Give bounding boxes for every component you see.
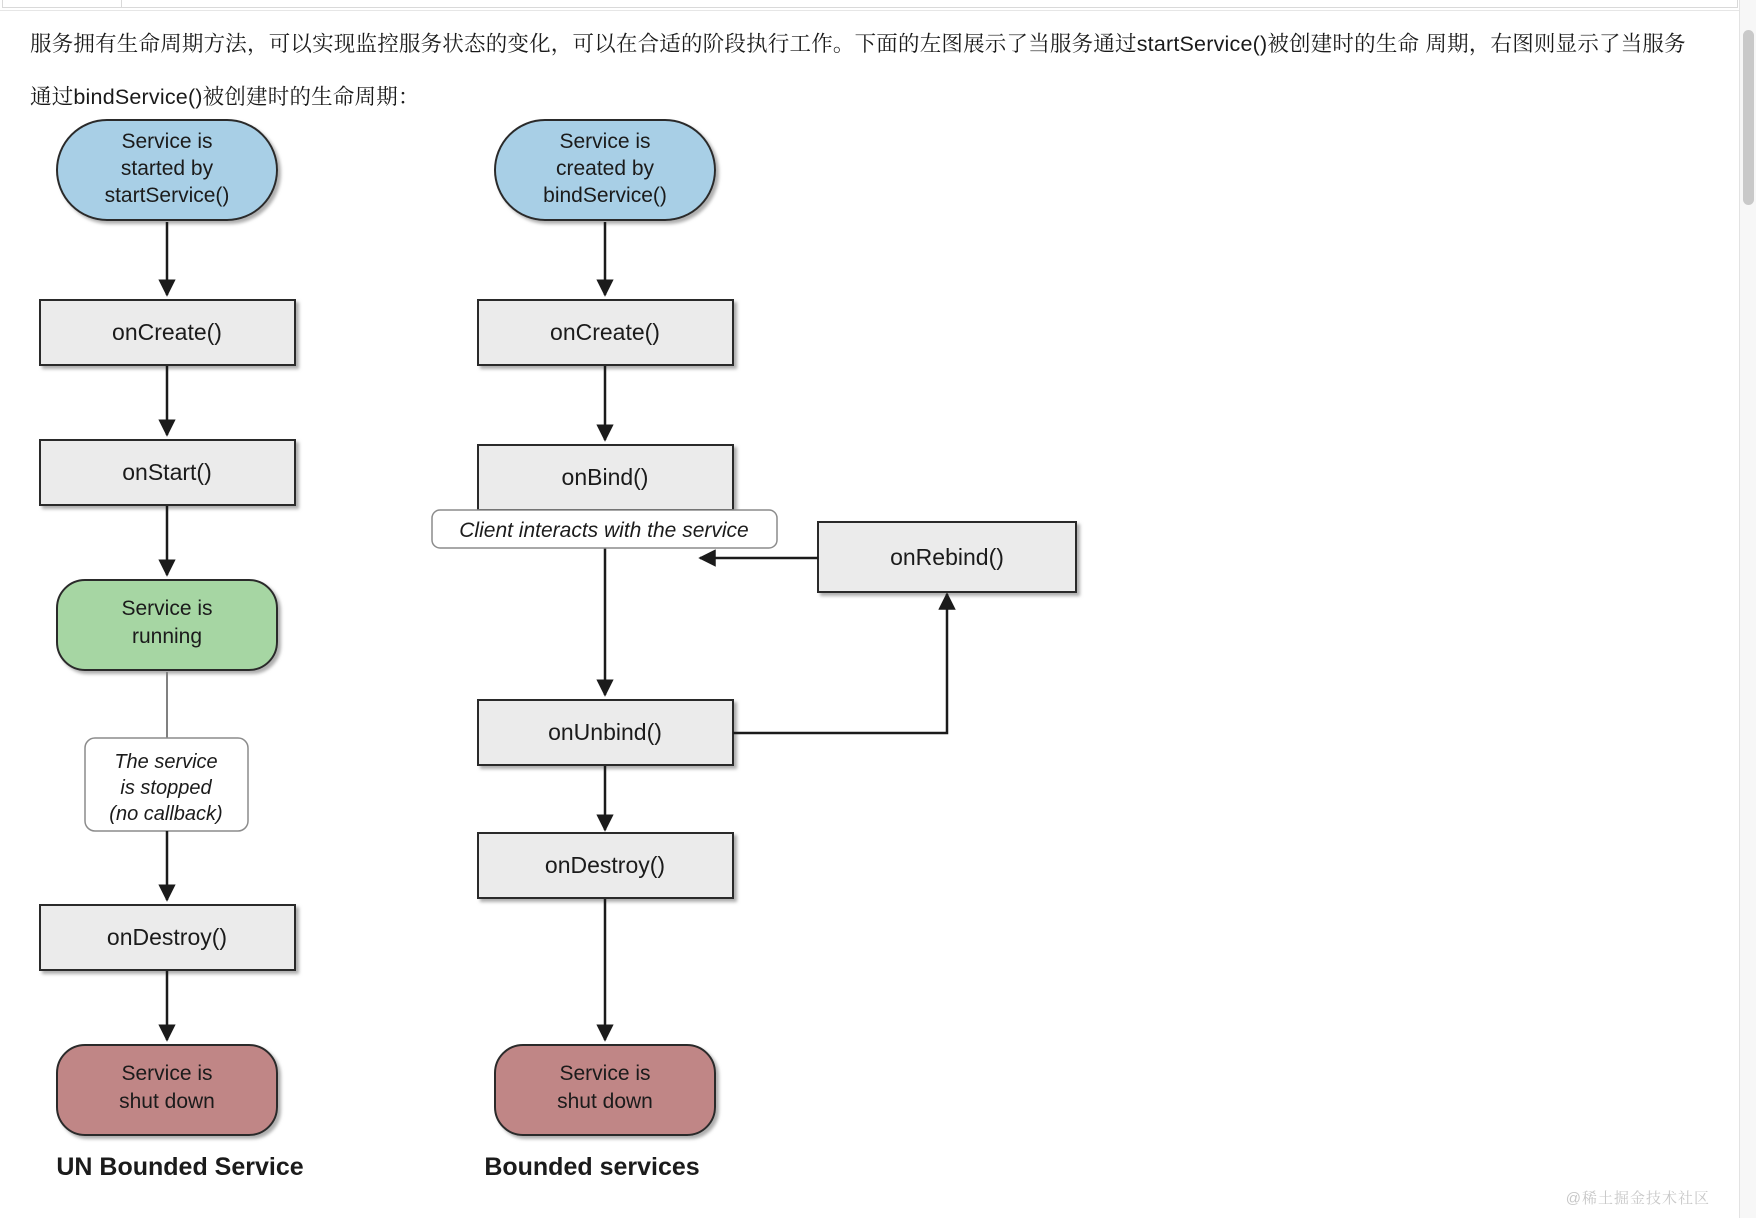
bounded-onrebind-label: onRebind() xyxy=(890,544,1004,570)
bounded-start-line-1: Service is xyxy=(559,130,651,153)
bounded-onbind-label: onBind() xyxy=(561,464,649,490)
table-edge-above xyxy=(0,0,1740,11)
arrow-onunbind-to-onrebind xyxy=(733,594,947,733)
unbounded-running-node xyxy=(57,580,277,670)
bounded-caption: Bounded services xyxy=(484,1153,700,1181)
unbounded-ondestroy-node xyxy=(40,905,295,970)
paragraph-line-2: 周期，右图则显示了当服务通过bindService()被创建时的生命周期： xyxy=(30,32,1686,109)
note-line-3: (no callback) xyxy=(109,803,223,825)
vertical-scrollbar[interactable] xyxy=(1739,0,1756,1218)
bounded-shutdown-node xyxy=(495,1045,715,1135)
bounded-client-note xyxy=(432,510,777,548)
bounded-onrebind-node xyxy=(818,522,1076,592)
note-line-1: The service xyxy=(114,751,218,773)
unbounded-onstart-label: onStart() xyxy=(122,459,212,485)
bounded-start-node xyxy=(495,120,715,220)
note-line-2: is stopped xyxy=(120,777,212,799)
service-lifecycle-diagram xyxy=(0,110,1740,1210)
unbounded-onstart-node xyxy=(40,440,295,505)
bounded-ondestroy-node xyxy=(478,833,733,898)
bounded-ondestroy-label: onDestroy() xyxy=(544,852,666,878)
unbounded-start-line-3: startService() xyxy=(104,184,230,207)
unbounded-oncreate-node xyxy=(40,300,295,365)
unbounded-shutdown-line-2: shut down xyxy=(119,1090,215,1113)
scrollbar-thumb[interactable] xyxy=(1743,30,1754,205)
unbounded-oncreate-label: onCreate() xyxy=(112,319,222,345)
bounded-oncreate-label: onCreate() xyxy=(550,319,660,345)
bounded-shutdown-line-1: Service is xyxy=(559,1062,651,1085)
watermark-label: @稀土掘金技术社区 xyxy=(1565,1190,1710,1207)
bounded-onbind-node xyxy=(478,445,733,510)
bounded-onunbind-label: onUnbind() xyxy=(548,719,662,745)
unbounded-ondestroy-label: onDestroy() xyxy=(106,924,228,950)
client-note-label: Client interacts with the service xyxy=(459,519,749,542)
article-paragraph xyxy=(30,18,1690,124)
unbounded-start-line-2: started by xyxy=(120,157,214,180)
paragraph-line-1: 服务拥有生命周期方法，可以实现监控服务状态的变化，可以在合适的阶段执行工作。下面的左图展示了当服务通过startService()被创建时的生命 xyxy=(30,32,1420,56)
unbounded-shutdown-node xyxy=(57,1045,277,1135)
unbounded-running-line-2: running xyxy=(131,625,203,648)
bounded-oncreate-node xyxy=(478,300,733,365)
unbounded-start-node xyxy=(57,120,277,220)
unbounded-stopped-note xyxy=(85,738,248,831)
bounded-shutdown-line-2: shut down xyxy=(557,1090,653,1113)
unbounded-running-line-1: Service is xyxy=(121,597,213,620)
bounded-start-line-2: created by xyxy=(555,157,655,180)
unbounded-shutdown-line-1: Service is xyxy=(121,1062,213,1085)
unbounded-start-line-1: Service is xyxy=(121,130,213,153)
bounded-start-line-3: bindService() xyxy=(543,184,667,207)
unbounded-caption: UN Bounded Service xyxy=(56,1153,304,1181)
bounded-onunbind-node xyxy=(478,700,733,765)
